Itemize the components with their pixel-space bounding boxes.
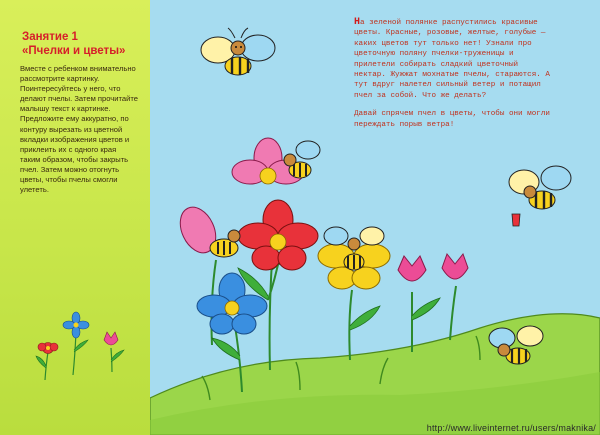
lesson-number: Занятие 1 <box>22 31 78 43</box>
story-text <box>354 18 554 138</box>
yellow-flower-with-bee <box>318 227 390 360</box>
story-paragraph-1-text: а зеленой полянке распустились красивые цветы. Красные, розовые, желтые, голубые — каких цветов тут только нет! Узнали про цветочную поляну пчелки-труженицы и прилетели собирать сладкий цветочный нектар. Жужжат мохнатые пчелы, стараются. А тут вдруг налетел сильный ветер и потащил пчел за собой. Что же делать? <box>354 19 550 100</box>
small-red-flower <box>36 343 58 381</box>
story-paragraph-2: Давай спрячем пчел в цветы, чтобы они могли переждать порыв ветра! <box>354 110 550 129</box>
small-pink-tulip <box>104 332 124 372</box>
source-url: http://www.liveinternet.ru/users/maknika/ <box>426 423 596 433</box>
bee-top <box>201 28 275 75</box>
illustration-area <box>150 0 600 435</box>
story-paragraph-1 <box>354 18 554 101</box>
lesson-name: «Пчелки и цветы» <box>22 45 126 57</box>
sidebar-panel <box>0 0 150 435</box>
bee-right <box>509 166 571 226</box>
small-flowers-illustration <box>0 0 150 435</box>
story-drop-cap: Н <box>354 17 361 28</box>
parent-instructions: Вместе с ребенком внимательно рассмотрите картинку. Поинтересуйтесь у него, что делают пчелы. Затем прочитайте малышу текст к картинке. Предложите ему аккуратно, по контуру вырезать из цветной вкладки изображения цветов и приклеить их с одного края таким образом, чтобы закрыть пчел. Затем можно отогнуть цветы, чтобы пчелы смогли улететь. <box>20 64 138 195</box>
small-blue-flower <box>63 312 89 375</box>
